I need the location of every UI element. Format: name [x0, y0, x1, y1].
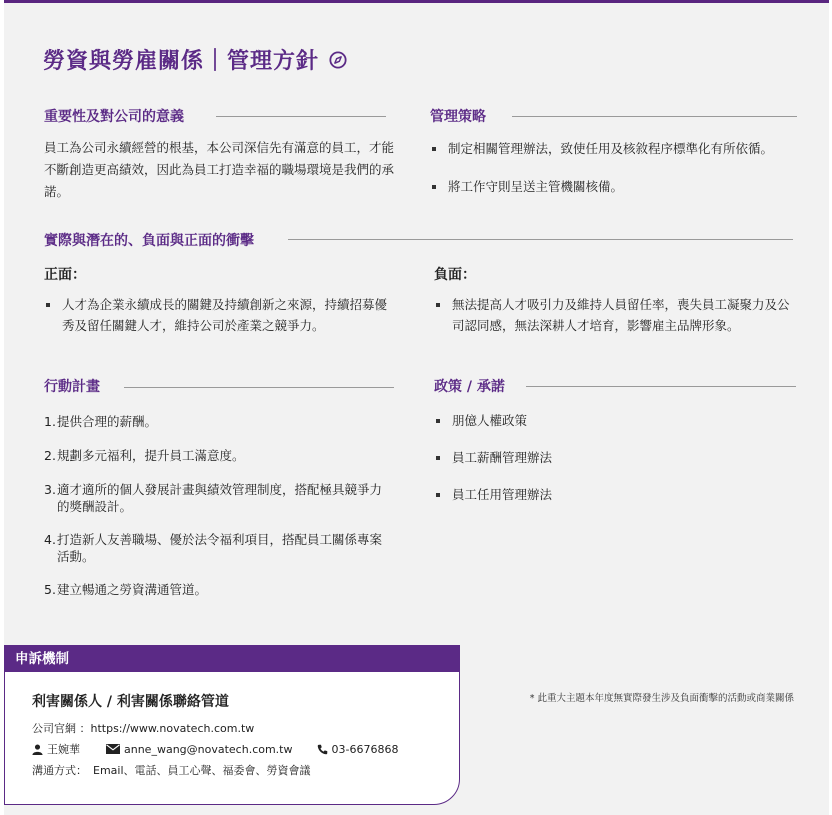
importance-text: 員工為公司永續經營的根基，本公司深信先有滿意的員工，才能不斷創造更高績效，因此為員工打造幸福的職場環境是我們的承諾。	[44, 140, 395, 199]
divider	[526, 386, 796, 387]
divider	[512, 116, 797, 117]
page-title: 勞資與勞雇關係｜管理方針	[43, 44, 347, 75]
policy-list	[434, 410, 794, 505]
divider	[124, 387, 394, 388]
positive-list	[44, 294, 394, 336]
compass-icon	[329, 51, 347, 69]
strategy-list	[430, 138, 810, 197]
negative-list	[434, 294, 799, 336]
appeal-box	[4, 645, 460, 805]
divider	[288, 239, 793, 240]
contact-phone[interactable]: 03-6676868	[331, 742, 399, 756]
contact-row	[32, 741, 398, 757]
list-item: 3. 適才適所的個人發展計畫與績效管理制度，搭配極具競爭力的獎酬設計。	[44, 482, 383, 514]
person-icon	[32, 744, 43, 755]
channels-row: 溝通方式： Email、電話、員工心聲、福委會、勞資會議	[32, 764, 311, 777]
positive-label: 正面：	[44, 267, 86, 283]
list-item: 4. 打造新人友善職場、優於法令福利項目，搭配員工關係專案活動。	[44, 532, 383, 564]
impact-heading: 實際與潛在的、負面與正面的衝擊	[44, 233, 254, 249]
appeal-header: 申訴機制	[5, 646, 459, 672]
list-item: 1. 提供合理的薪酬。	[44, 414, 158, 429]
mail-icon	[106, 744, 120, 754]
strategy-heading: 管理策略	[430, 109, 486, 125]
contact-person: 王婉華	[47, 743, 80, 756]
action-list	[44, 413, 389, 598]
list-item: 2. 規劃多元福利，提升員工滿意度。	[44, 448, 245, 463]
website-link[interactable]: https://www.novatech.com.tw	[90, 722, 255, 735]
list-item: 員工薪酬管理辦法	[434, 447, 794, 468]
action-heading: 行動計畫	[44, 379, 100, 395]
footnote: * 此重大主題本年度無實際發生涉及負面衝擊的活動或商業關係	[529, 693, 794, 704]
importance-heading: 重要性及對公司的意義	[44, 109, 184, 125]
policy-heading: 政策 / 承諾	[434, 379, 505, 395]
list-item: 5. 建立暢通之勞資溝通管道。	[44, 582, 208, 597]
list-item: 員工任用管理辦法	[434, 484, 794, 505]
list-item: 人才為企業永續成長的關鍵及持續創新之來源，持續招募優秀及留任關鍵人才，維持公司於產業之競爭力。	[44, 294, 394, 336]
phone-icon	[317, 744, 328, 755]
divider	[216, 116, 386, 117]
list-item: 無法提高人才吸引力及維持人員留任率，喪失員工凝聚力及公司認同感，無法深耕人才培育，影響雇主品牌形象。	[434, 294, 799, 336]
list-item: 將工作守則呈送主管機關核備。	[430, 176, 810, 197]
appeal-title: 利害關係人 / 利害關係聯絡管道	[32, 694, 229, 710]
website-row: 公司官網 ：https://www.novatech.com.tw	[32, 722, 255, 735]
list-item: 制定相關管理辦法，致使任用及核敘程序標準化有所依循。	[430, 138, 810, 159]
list-item: 朋億人權政策	[434, 410, 794, 431]
contact-email[interactable]: anne_wang@novatech.com.tw	[124, 742, 293, 756]
negative-label: 負面：	[434, 267, 476, 283]
